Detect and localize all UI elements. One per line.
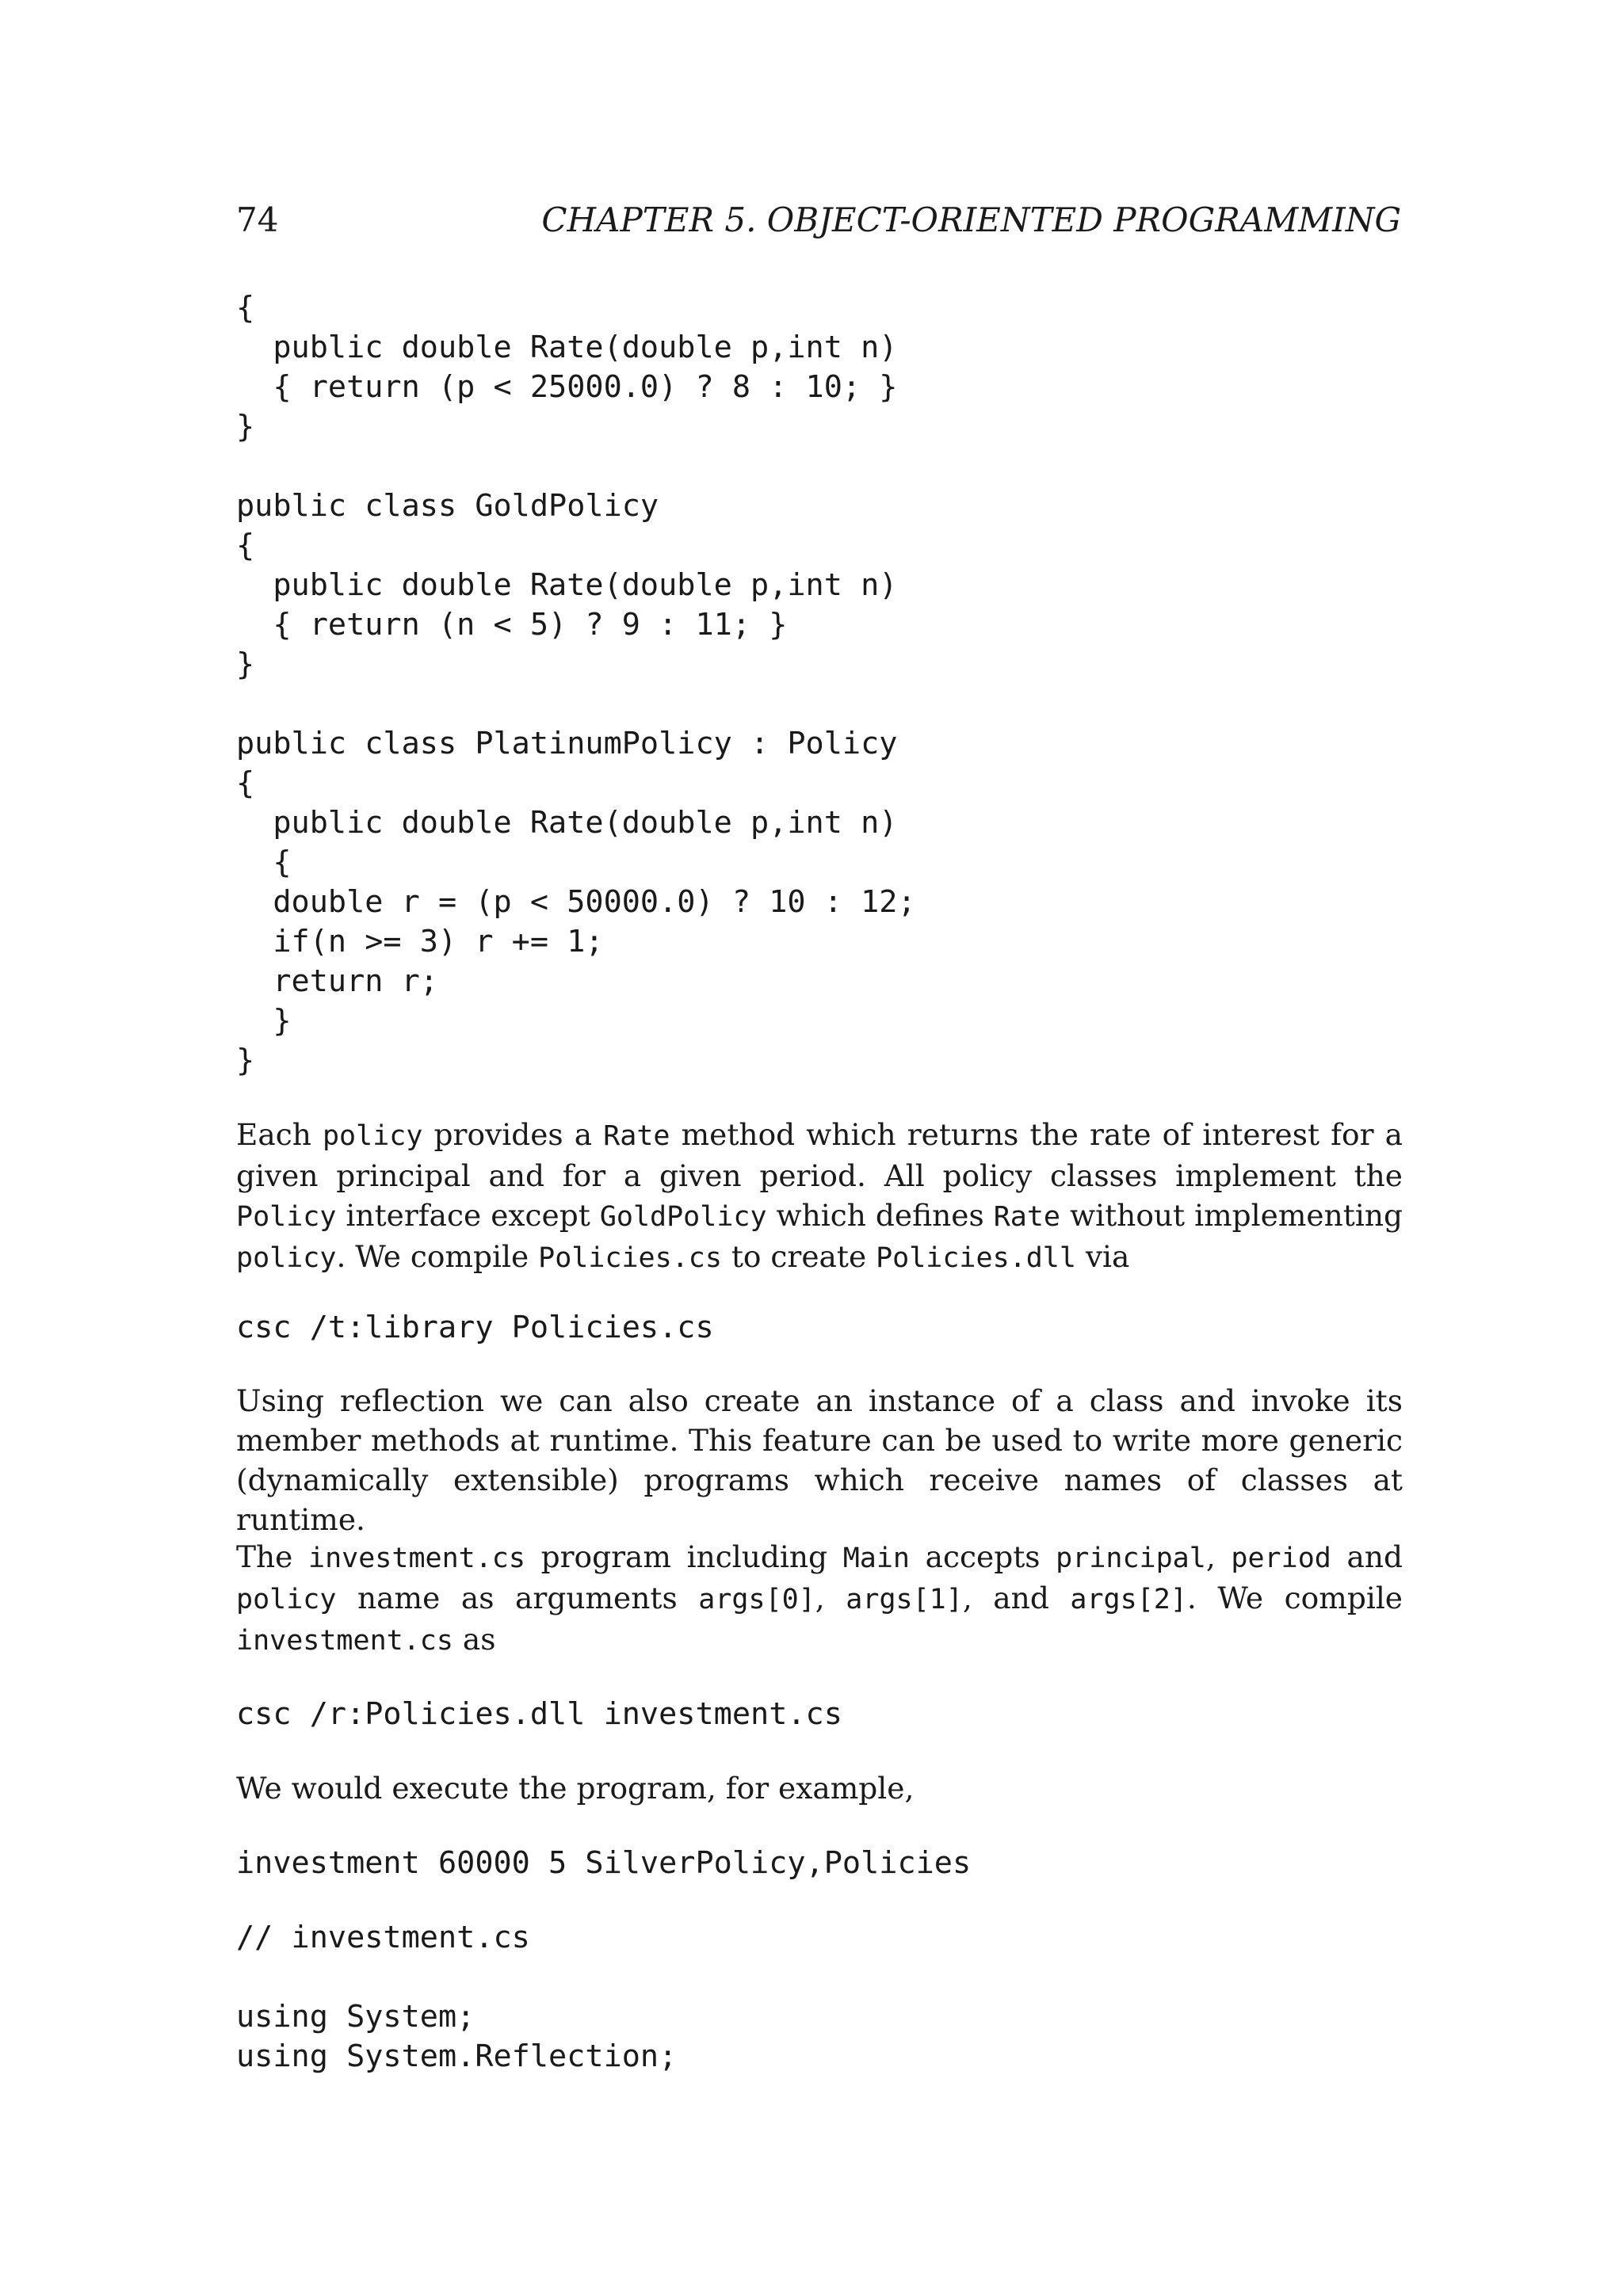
paragraph-reflection: Using reflection we can also create an instance of a class and invoke its member methods at runtime. This feature can be used to write more generic (dynamically extensible) programs which receive names of classes at runtime. <box>236 1383 1403 1537</box>
inline-code: Rate <box>993 1201 1061 1233</box>
inline-code: investment.cs <box>236 1625 453 1657</box>
paragraph-investment-program <box>236 1537 1403 1661</box>
paragraph-execute: We would execute the program, for example, <box>236 1771 915 1806</box>
inline-code: Main <box>842 1543 910 1574</box>
inline-code: args[0] <box>698 1584 815 1615</box>
inline-code: policy <box>236 1584 337 1615</box>
policy-classes-code: { public double Rate(double p,int n) { return (p < 25000.0) ? 8 : 10; } } public class GoldPolicy { public double Rate(double p,int n) { return (n < 5) ? 9 : 11; } } public class PlatinumPolicy : Policy { public double Rate(double p,int n) { double r = (p < 50000.0) ? 10 : 12; if(n >= 3) r += 1; return r; } } <box>236 290 916 1078</box>
paragraph-text: interface except <box>336 1198 600 1233</box>
inline-code: args[2] <box>1070 1584 1187 1615</box>
paragraph-text: provides a <box>422 1117 604 1152</box>
inline-code: GoldPolicy <box>599 1201 767 1233</box>
paragraph-text: via <box>1075 1239 1130 1274</box>
paragraph-text: , <box>1205 1539 1232 1574</box>
inline-code: investment.cs <box>308 1543 525 1574</box>
paragraph-text: method which returns the rate of interest for a given principal and for a given period. All policy classes implement the <box>236 1117 1403 1193</box>
inline-code: Policies.cs <box>538 1242 722 1274</box>
paragraph-text: accepts <box>910 1539 1056 1574</box>
inline-code: Policy <box>236 1201 337 1233</box>
paragraph-policy-description <box>236 1115 1403 1278</box>
inline-code: policy <box>236 1242 337 1274</box>
paragraph-text: The <box>236 1539 309 1574</box>
paragraph-text: as <box>453 1622 496 1657</box>
investment-file-comment: // investment.cs <box>236 1920 530 1955</box>
running-header: CHAPTER 5. OBJECT-ORIENTED PROGRAMMING <box>541 200 1401 239</box>
paragraph-text: which defines <box>766 1198 994 1233</box>
inline-code: principal <box>1056 1543 1206 1574</box>
using-directives-code: using System; using System.Reflection; <box>236 1999 678 2074</box>
inline-code: period <box>1231 1543 1331 1574</box>
paragraph-text: and <box>1331 1539 1403 1574</box>
paragraph-text: to create <box>721 1239 876 1274</box>
paragraph-text: Each <box>236 1117 323 1152</box>
inline-code: Rate <box>603 1120 670 1152</box>
inline-code: policy <box>322 1120 423 1152</box>
paragraph-text: , and <box>962 1581 1071 1615</box>
page-number: 74 <box>236 200 279 239</box>
inline-code: Policies.dll <box>876 1242 1076 1274</box>
compile-investment-command: csc /r:Policies.dll investment.cs <box>236 1696 842 1732</box>
inline-code: args[1] <box>846 1584 963 1615</box>
paragraph-text: . We compile <box>1186 1581 1403 1615</box>
paragraph-text: , <box>815 1581 846 1615</box>
paragraph-text: without implementing <box>1060 1198 1403 1233</box>
compile-library-command: csc /t:library Policies.cs <box>236 1310 714 1345</box>
paragraph-text: name as arguments <box>336 1581 699 1615</box>
paragraph-text: program including <box>525 1539 843 1574</box>
paragraph-text: . We compile <box>336 1239 539 1274</box>
execute-command: investment 60000 5 SilverPolicy,Policies <box>236 1845 972 1881</box>
